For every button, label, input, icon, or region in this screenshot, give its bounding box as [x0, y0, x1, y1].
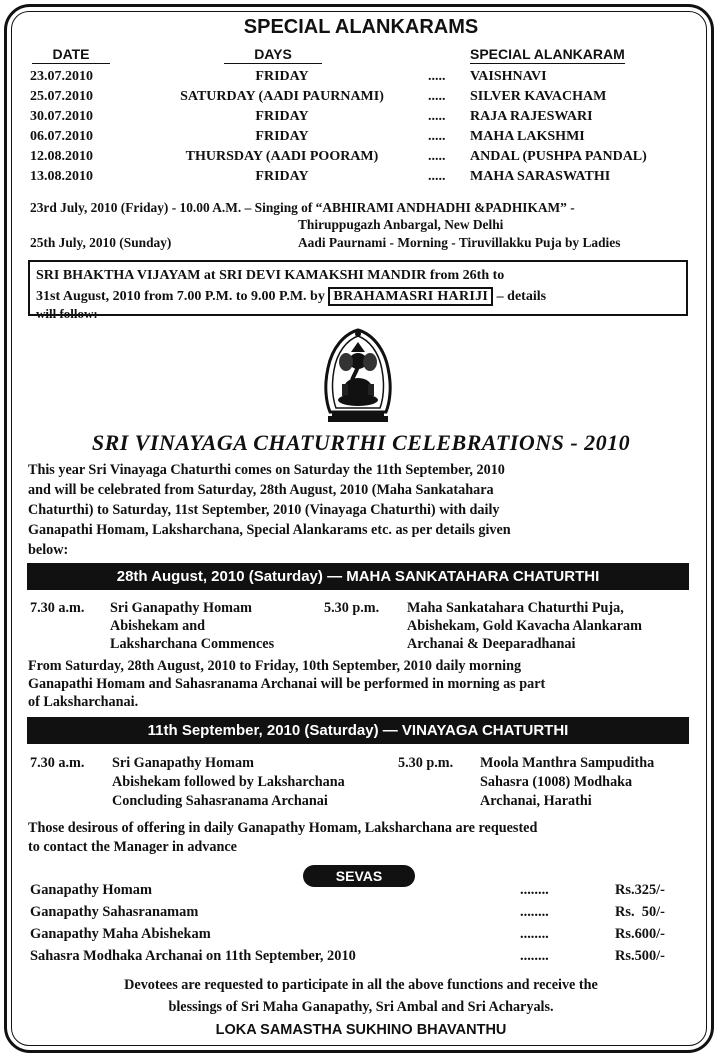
s1-note-line-2: Ganapathi Homam and Sahasranama Archanai will be performed in morning as part [28, 676, 546, 692]
list-item [0, 904, 722, 924]
seva-price: Rs. 50/- [615, 904, 665, 920]
row-dots: ..... [428, 109, 446, 124]
list-item [0, 926, 722, 946]
row-dots: ..... [428, 169, 446, 184]
row-alankaram: RAJA RAJESWARI [470, 109, 593, 124]
table-row [0, 169, 722, 189]
special-alankarams-title: SPECIAL ALANKARAMS [243, 16, 479, 38]
row-day: SATURDAY (AADI PAURNAMI) [180, 89, 384, 104]
s1-evening-line-3: Archanai & Deeparadhanai [407, 636, 576, 652]
event-note-25th-july-date: 25th July, 2010 (Sunday) [30, 235, 172, 250]
bhaktha-line-2-tail: – details [496, 289, 547, 304]
intro-line-5: below: [28, 542, 69, 558]
row-date: 12.08.2010 [30, 149, 93, 164]
seva-price: Rs.600/- [615, 926, 665, 942]
seva-price: Rs.500/- [615, 948, 665, 964]
column-header-alankaram: SPECIAL ALANKARAM [470, 46, 625, 62]
s2-evening-line-1: Moola Manthra Sampuditha [480, 755, 655, 771]
event-note-25th-july-detail: Aadi Paurnami - Morning - Tiruvillakku Puja by Ladies [298, 235, 621, 250]
intro-line-4: Ganapathi Homam, Laksharchana, Special Alankarams etc. as per details given [28, 522, 511, 538]
footer-line-1: Devotees are requested to participate in all the above functions and receive the [124, 977, 598, 993]
seva-name: Ganapathy Maha Abishekam [30, 926, 211, 942]
footer-line-2: blessings of Sri Maha Ganapathy, Sri Ambal and Sri Acharyals. [168, 999, 554, 1015]
row-alankaram: VAISHNAVI [470, 69, 547, 84]
row-dots: ..... [428, 129, 446, 144]
s1-time-morning: 7.30 a.m. [30, 600, 85, 616]
sevas-label: SEVAS [303, 865, 415, 887]
row-day: THURSDAY (AADI POORAM) [185, 149, 379, 164]
row-dots: ..... [428, 149, 446, 164]
s2-morning-line-1: Sri Ganapathy Homam [112, 755, 254, 771]
event-note-23rd-july-performers: Thiruppugazh Anbargal, New Delhi [298, 217, 504, 232]
column-header-days: DAYS [224, 46, 322, 64]
vinayaga-chaturthi-title: SRI VINAYAGA CHATURTHI CELEBRATIONS - 2010 [91, 430, 631, 455]
s1-time-evening: 5.30 p.m. [324, 600, 380, 616]
list-item [0, 948, 722, 968]
speaker-name: BRAHAMASRI HARIJI [328, 287, 493, 306]
s1-morning-line-2: Abishekam and [110, 618, 206, 634]
intro-line-2: and will be celebrated from Saturday, 28th August, 2010 (Maha Sankatahara [28, 482, 494, 498]
row-dots: ..... [428, 89, 446, 104]
s1-evening-line-1: Maha Sankatahara Chaturthi Puja, [407, 600, 624, 616]
row-alankaram: SILVER KAVACHAM [470, 89, 607, 104]
intro-line-1: This year Sri Vinayaga Chaturthi comes on Saturday the 11th September, 2010 [28, 462, 505, 478]
s2-time-morning: 7.30 a.m. [30, 755, 85, 771]
table-row [0, 69, 722, 89]
table-row [0, 109, 722, 129]
s2-evening-line-3: Archanai, Harathi [480, 793, 592, 809]
seva-dots: ........ [520, 926, 549, 942]
seva-price: Rs.325/- [615, 882, 665, 898]
table-row [0, 129, 722, 149]
s1-evening-line-2: Abishekam, Gold Kavacha Alankaram [407, 618, 642, 634]
row-date: 25.07.2010 [30, 89, 93, 104]
section-bar-maha-sankatahara: 28th August, 2010 (Saturday) — MAHA SANKATAHARA CHATURTHI [27, 563, 689, 590]
bhaktha-vijayam-box [28, 260, 688, 321]
bhaktha-line-1: SRI BHAKTHA VIJAYAM at SRI DEVI KAMAKSHI MANDIR from 26th to [36, 268, 505, 283]
intro-line-3: Chaturthi) to Saturday, 11st September, 2010 (Vinayaga Chaturthi) with daily [28, 502, 500, 518]
s2-morning-line-2: Abishekam followed by Laksharchana [112, 774, 345, 790]
s2-evening-line-2: Sahasra (1008) Modhaka [480, 774, 633, 790]
seva-name: Ganapathy Homam [30, 882, 152, 898]
bhaktha-line-3: will follow: [36, 306, 98, 321]
row-date: 13.08.2010 [30, 169, 93, 184]
seva-dots: ........ [520, 948, 549, 964]
list-item [0, 882, 722, 902]
row-day: FRIDAY [255, 109, 309, 124]
row-alankaram: ANDAL (PUSHPA PANDAL) [470, 149, 647, 164]
event-note-23rd-july: 23rd July, 2010 (Friday) - 10.00 A.M. – Singing of “ABHIRAMI ANDHADHI &PADHIKAM” - [30, 200, 575, 215]
s1-morning-line-3: Laksharchana Commences [110, 636, 275, 652]
s2-morning-line-3: Concluding Sahasranama Archanai [112, 793, 328, 809]
table-row [0, 149, 722, 169]
s1-note-line-3: of Laksharchanai. [28, 694, 139, 710]
row-alankaram: MAHA SARASWATHI [470, 169, 611, 184]
row-day: FRIDAY [255, 129, 309, 144]
seva-dots: ........ [520, 882, 549, 898]
s2-time-evening: 5.30 p.m. [398, 755, 454, 771]
column-header-date: DATE [32, 46, 110, 64]
s1-morning-line-1: Sri Ganapathy Homam [110, 600, 252, 616]
bhaktha-line-2-text: 31st August, 2010 from 7.00 P.M. to 9.00 P.M. by [36, 289, 325, 304]
seva-dots: ........ [520, 904, 549, 920]
row-alankaram: MAHA LAKSHMI [470, 129, 585, 144]
s2-note-line-2: to contact the Manager in advance [28, 839, 237, 855]
seva-name: Sahasra Modhaka Archanai on 11th September, 2010 [30, 948, 356, 964]
row-day: FRIDAY [255, 69, 309, 84]
row-date: 23.07.2010 [30, 69, 93, 84]
row-date: 30.07.2010 [30, 109, 93, 124]
row-dots: ..... [428, 69, 446, 84]
row-date: 06.07.2010 [30, 129, 93, 144]
closing-blessing: LOKA SAMASTHA SUKHINO BHAVANTHU [215, 1022, 507, 1038]
s2-note-line-1: Those desirous of offering in daily Ganapathy Homam, Laksharchana are requested [28, 820, 538, 836]
table-row [0, 89, 722, 109]
s1-note-line-1: From Saturday, 28th August, 2010 to Friday, 10th September, 2010 daily morning [28, 658, 522, 674]
ganesha-emblem-icon [318, 328, 398, 424]
seva-name: Ganapathy Sahasranamam [30, 904, 199, 920]
section-bar-vinayaga-chaturthi: 11th September, 2010 (Saturday) — VINAYAGA CHATURTHI [27, 717, 689, 744]
row-day: FRIDAY [255, 169, 309, 184]
